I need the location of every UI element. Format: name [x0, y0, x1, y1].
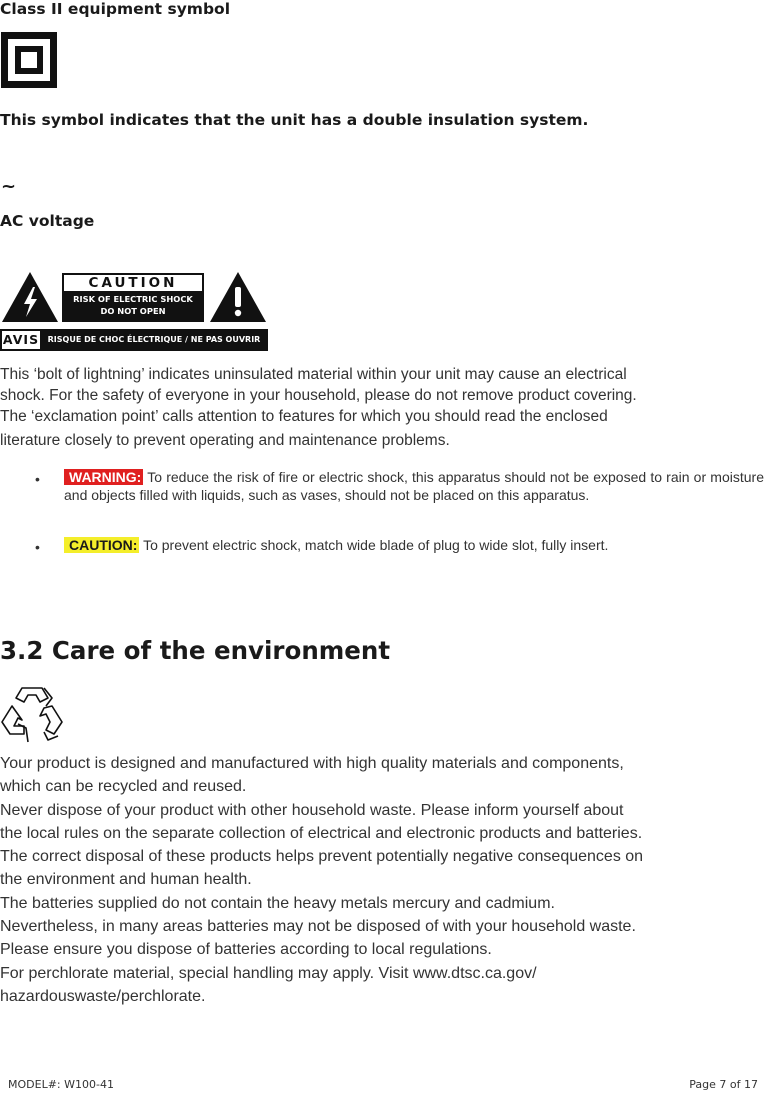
caution-tag: CAUTION:	[64, 537, 139, 553]
environment-line: the environment and human health.	[0, 871, 252, 889]
warning-text: To reduce the risk of fire or electric shock, this apparatus should not be exposed to rain or moisture and objects filled with liquids, such as vases, should not be placed on this apparatus.	[64, 469, 764, 503]
exclamation-triangle-icon	[208, 270, 268, 324]
environment-line: the local rules on the separate collection of electrical and electronic products and batteries.	[0, 824, 643, 842]
bullet-marker: •	[35, 471, 40, 487]
symbols-line: shock. For the safety of everyone in your household, please do not remove product covering.	[0, 387, 637, 404]
environment-line: Nevertheless, in many areas batteries may not be disposed of with your household waste.	[0, 918, 636, 936]
symbols-paragraph	[0, 364, 764, 451]
symbols-line: The ‘exclamation point’ calls attention to features for which you should read the enclosed	[0, 408, 608, 425]
environment-heading: 3.2 Care of the environment	[0, 636, 391, 665]
lightning-triangle-icon	[0, 270, 60, 324]
footer-model: MODEL#: W100-41	[8, 1078, 114, 1091]
ac-symbol: ~	[1, 176, 17, 197]
caution-line1: RISK OF ELECTRIC SHOCK	[73, 294, 193, 304]
double-square-icon	[1, 32, 57, 88]
symbols-line: This ‘bolt of lightning’ indicates uninsulated material within your unit may cause an electrical	[0, 366, 627, 383]
avis-bar	[0, 329, 268, 351]
environment-line: hazardouswaste/perchlorate.	[0, 987, 206, 1005]
environment-line: Please ensure you dispose of batteries according to local regulations.	[0, 941, 492, 959]
caution-title: CAUTION	[64, 275, 202, 291]
caution-box	[62, 273, 204, 322]
environment-paragraph	[0, 752, 764, 1008]
caution-line2: DO NOT OPEN	[100, 306, 166, 316]
environment-line: Your product is designed and manufactured with high quality materials and components,	[0, 755, 624, 772]
caution-text: To prevent electric shock, match wide blade of plug to wide slot, fully insert.	[143, 537, 609, 553]
warning-tag: WARNING:	[64, 469, 143, 485]
avis-label: AVIS	[2, 332, 40, 347]
environment-line: For perchlorate material, special handling may apply. Visit www.dtsc.ca.gov/	[0, 964, 537, 982]
environment-line: Never dispose of your product with other household waste. Please inform yourself about	[0, 801, 624, 819]
ac-label: AC voltage	[0, 212, 95, 230]
class2-heading: Class II equipment symbol	[0, 0, 231, 18]
footer-page: Page 7 of 17	[689, 1078, 758, 1091]
caution-bullet	[64, 536, 764, 554]
environment-line: The correct disposal of these products helps prevent potentially negative consequences on	[0, 848, 644, 866]
recycle-icon	[0, 684, 64, 746]
caution-label	[0, 270, 270, 354]
class2-description: This symbol indicates that the unit has a double insulation system.	[0, 111, 589, 129]
warning-bullet	[64, 468, 764, 504]
symbols-line: literature closely to prevent operating and maintenance problems.	[0, 432, 450, 449]
environment-line: which can be recycled and reused.	[0, 778, 247, 796]
avis-text: RISQUE DE CHOC ÉLECTRIQUE / NE PAS OUVRIR	[47, 335, 261, 344]
bullet-marker: •	[35, 539, 40, 555]
environment-line: The batteries supplied do not contain the heavy metals mercury and cadmium.	[0, 894, 555, 912]
